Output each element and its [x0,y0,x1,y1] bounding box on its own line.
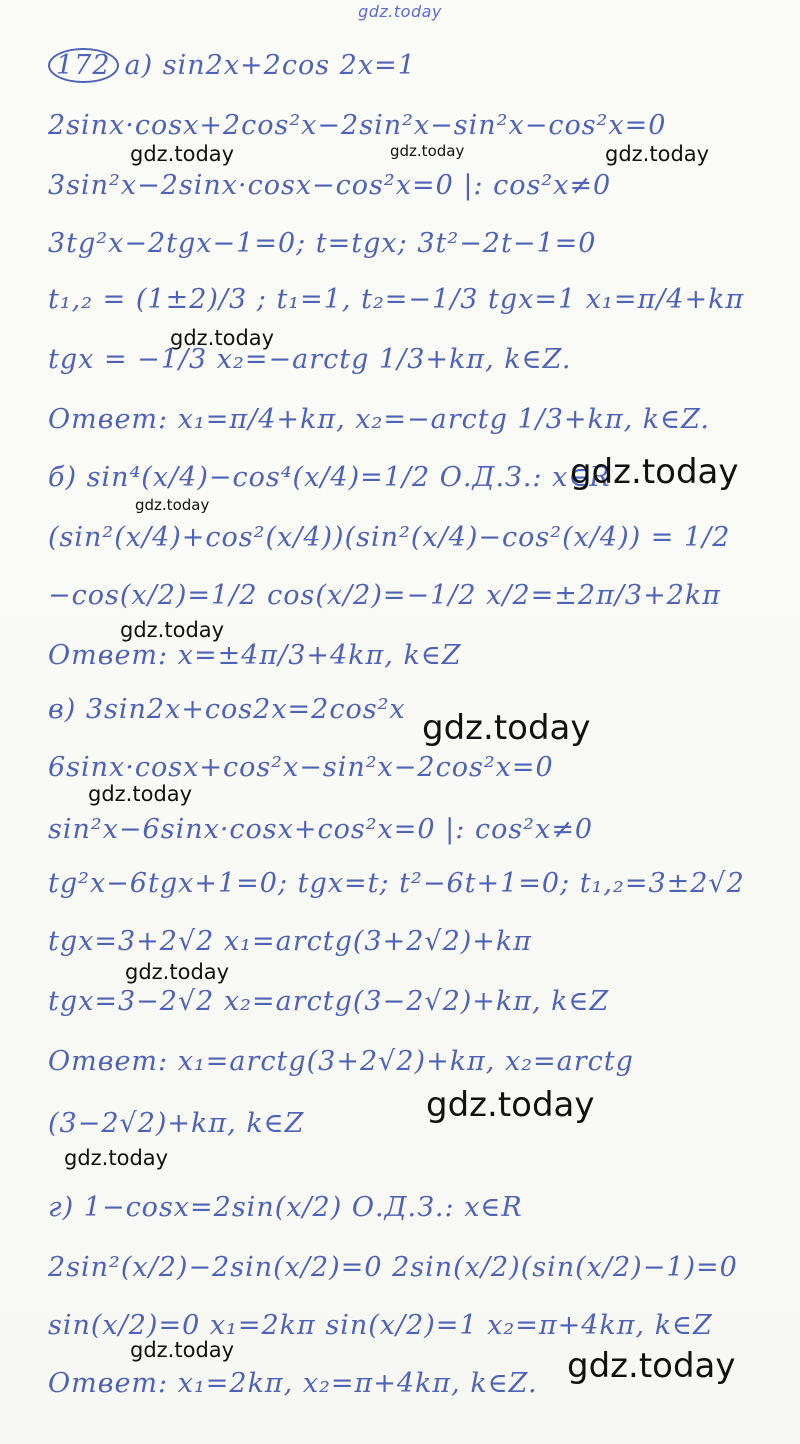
solution-answer-c-2: (3−2√2)+kπ, k∈Z [48,1108,305,1139]
solution-line-d2: 2sin²(x/2)−2sin(x/2)=0 2sin(x/2)(sin(x/2)−1)=0 [48,1252,738,1283]
solution-line-5: t₁,₂ = (1±2)/3 ; t₁=1, t₂=−1/3 tgx=1 x₁=π/4+kπ [48,284,745,315]
problem-number: 172 [48,48,119,83]
solution-answer-b: Ответ: x=±4π/3+4kπ, k∈Z [48,640,462,671]
watermark: gdz.today [390,142,465,160]
solution-line-4: 3tg²x−2tgx−1=0; t=tgx; 3t²−2t−1=0 [48,228,597,259]
watermark: gdz.today [120,618,225,642]
watermark: gdz.today [170,326,275,350]
solution-line-2: 2sinx·cosx+2cos²x−2sin²x−sin²x−cos²x=0 [48,110,667,141]
solution-line-c6: tgx=3−2√2 x₂=arctg(3−2√2)+kπ, k∈Z [48,986,610,1017]
watermark: gdz.today [64,1146,169,1170]
solution-line-b2: (sin²(x/4)+cos²(x/4))(sin²(x/4)−cos²(x/4)) = 1/2 [48,522,731,553]
watermark: gdz.today [567,1346,736,1386]
watermark: gdz.today [135,496,210,514]
watermark: gdz.today [422,708,591,748]
solution-line-d3: sin(x/2)=0 x₁=2kπ sin(x/2)=1 x₂=π+4kπ, k∈Z [48,1310,713,1341]
solution-line-c1: в) 3sin2x+cos2x=2cos²x [48,694,406,725]
solution-line-c3: sin²x−6sinx·cosx+cos²x=0 |: cos²x≠0 [48,814,594,845]
solution-line-1: 172 а) sin2x+2cos 2x=1 [48,48,416,83]
watermark: gdz.today [125,960,230,984]
solution-line-c2: 6sinx·cosx+cos²x−sin²x−2cos²x=0 [48,752,554,783]
watermark: gdz.today [605,142,710,166]
watermark: gdz.today [130,142,235,166]
site-header: gdz.today [358,2,442,21]
solution-answer-c-1: Ответ: x₁=arctg(3+2√2)+kπ, x₂=arctg [48,1046,634,1077]
solution-answer-a: Ответ: x₁=π/4+kπ, x₂=−arctg 1/3+kπ, k∈Z. [48,404,711,435]
solution-line-b3: −cos(x/2)=1/2 cos(x/2)=−1/2 x/2=±2π/3+2kπ [48,580,722,611]
solution-line-3: 3sin²x−2sinx·cosx−cos²x=0 |: cos²x≠0 [48,170,612,201]
watermark: gdz.today [570,452,739,492]
solution-line-c5: tgx=3+2√2 x₁=arctg(3+2√2)+kπ [48,926,533,957]
solution-line-6: tgx = −1/3 x₂=−arctg 1/3+kπ, k∈Z. [48,344,572,375]
watermark: gdz.today [130,1338,235,1362]
solution-answer-d: Ответ: x₁=2kπ, x₂=π+4kπ, k∈Z. [48,1368,538,1399]
solution-line-c4: tg²x−6tgx+1=0; tgx=t; t²−6t+1=0; t₁,₂=3±2√2 [48,868,745,899]
solution-line-d1: г) 1−cosx=2sin(x/2) О.Д.З.: x∈R [48,1192,523,1223]
watermark: gdz.today [88,782,193,806]
watermark: gdz.today [426,1085,595,1125]
solution-line-b1: б) sin⁴(x/4)−cos⁴(x/4)=1/2 О.Д.З.: x∈R [48,462,611,493]
